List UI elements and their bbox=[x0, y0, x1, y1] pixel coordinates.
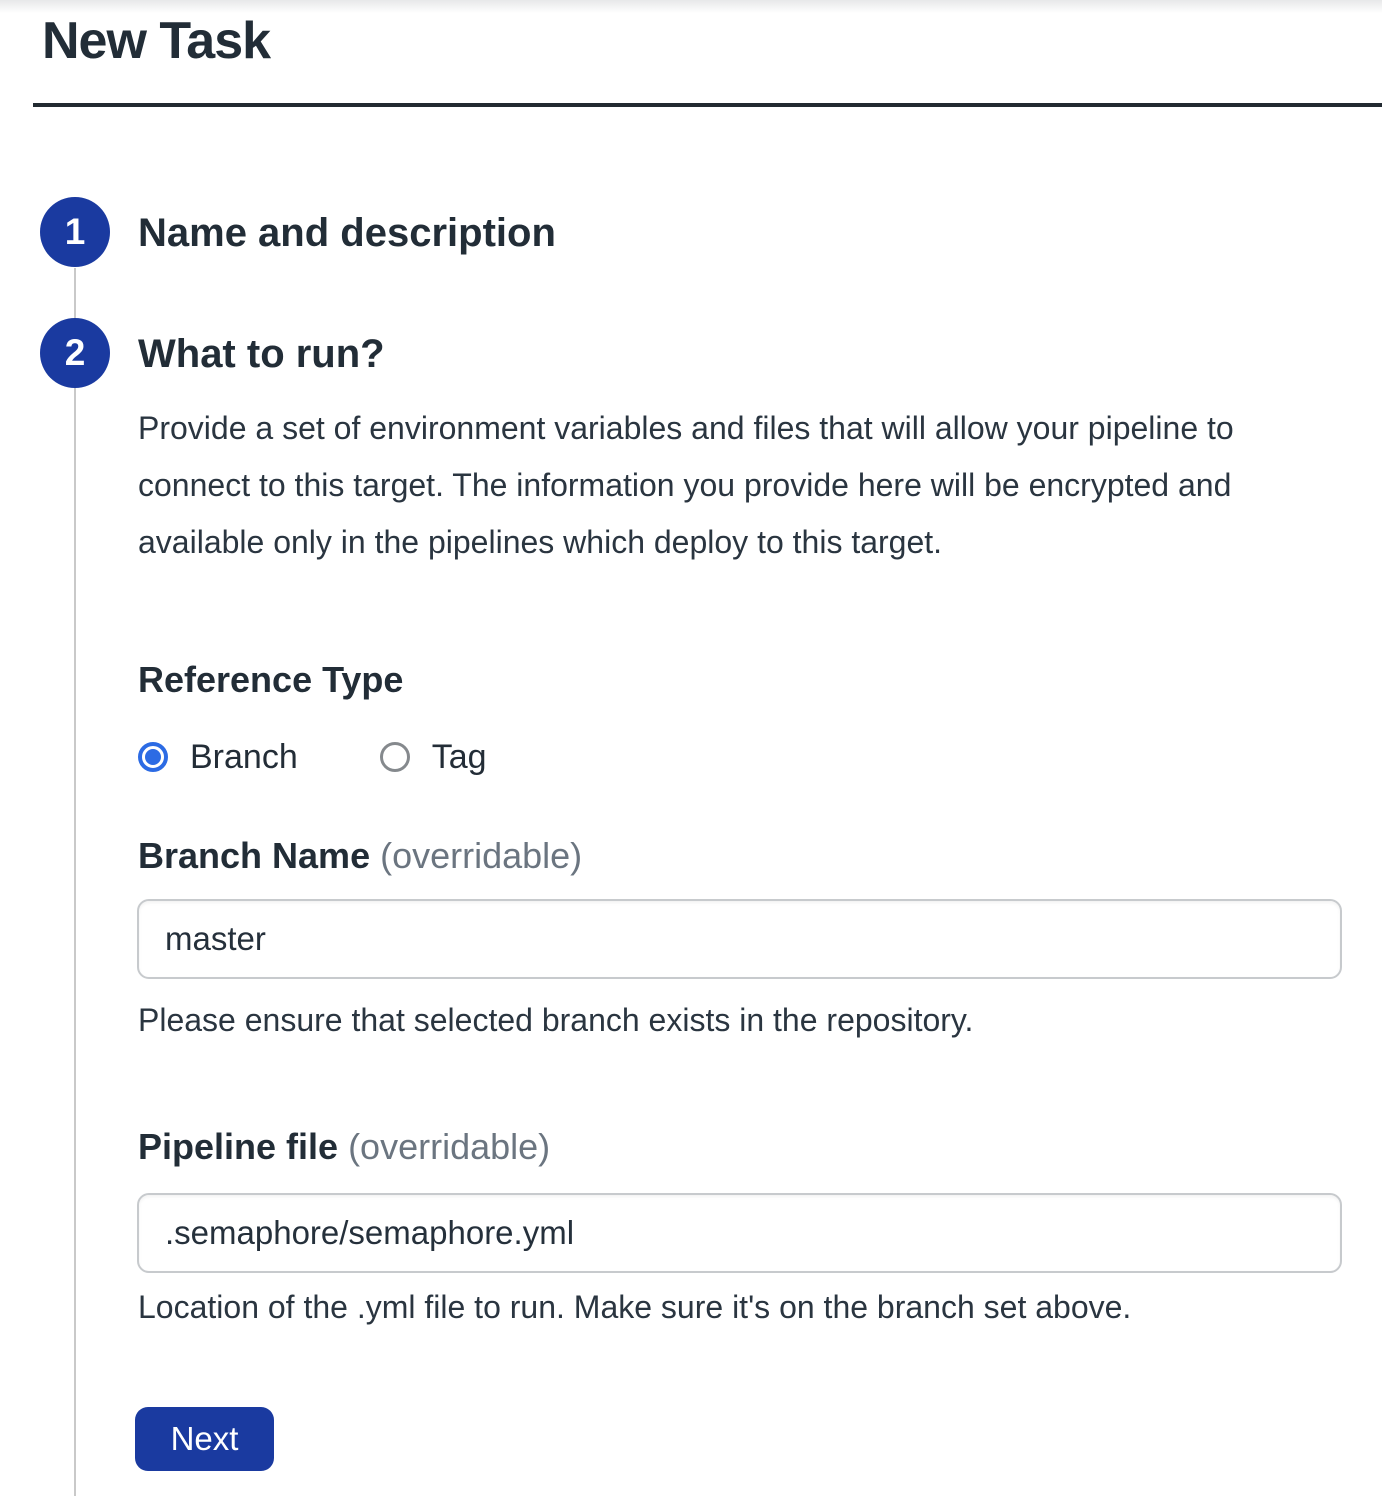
stepper-connector-line bbox=[74, 268, 76, 1496]
pipeline-file-label-text: Pipeline file bbox=[138, 1126, 339, 1167]
reference-type-label: Reference Type bbox=[138, 659, 404, 700]
tag-radio-button[interactable] bbox=[380, 742, 410, 772]
title-divider bbox=[33, 103, 1382, 107]
branch-name-label bbox=[138, 835, 582, 877]
reference-type-radio-group bbox=[138, 737, 487, 777]
page-title: New Task bbox=[42, 12, 271, 70]
tag-radio-label[interactable]: Tag bbox=[431, 738, 487, 776]
branch-name-help-text: Please ensure that selected branch exists in the repository. bbox=[138, 1002, 974, 1038]
step-2-title: What to run? bbox=[138, 332, 385, 376]
branch-radio-label[interactable]: Branch bbox=[190, 738, 298, 776]
branch-name-label-text: Branch Name bbox=[138, 835, 371, 876]
branch-radio-button[interactable] bbox=[138, 742, 168, 772]
branch-name-input[interactable] bbox=[137, 899, 1342, 979]
step-2-badge: 2 bbox=[40, 318, 110, 388]
branch-name-overridable-hint: (overridable) bbox=[380, 835, 583, 876]
step-1-badge: 1 bbox=[40, 197, 110, 267]
pipeline-file-input[interactable] bbox=[137, 1193, 1342, 1273]
pipeline-file-label bbox=[138, 1126, 550, 1168]
step-1-title: Name and description bbox=[138, 211, 556, 255]
pipeline-file-help-text: Location of the .yml file to run. Make sure it's on the branch set above. bbox=[138, 1289, 1132, 1325]
step-2-description: Provide a set of environment variables and files that will allow your pipeline to connect to this target. The information you provide here will be encrypted and available only in the pipelines which deploy to this target. bbox=[138, 410, 1234, 560]
tag-radio-option[interactable] bbox=[380, 737, 487, 777]
branch-radio-option[interactable] bbox=[138, 737, 298, 777]
next-button[interactable]: Next bbox=[135, 1407, 274, 1471]
pipeline-file-overridable-hint: (overridable) bbox=[348, 1126, 551, 1167]
